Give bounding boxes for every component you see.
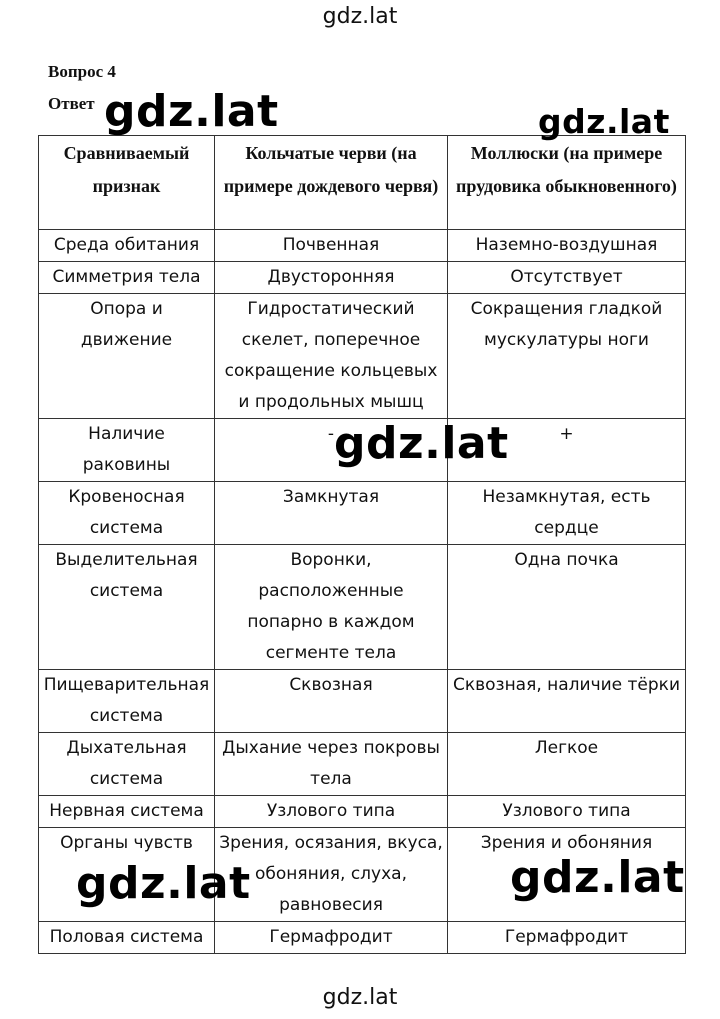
answer-label: Ответ [48, 94, 95, 113]
row-annelids: Гермафродит [215, 922, 448, 954]
row-annelids: Воронки, расположенные попарно в каждом сегменте тела [215, 545, 448, 670]
row-feature: Опора и движение [39, 294, 215, 419]
row-annelids: Гидростатический скелет, поперечное сокращение кольцевых и продольных мышц [215, 294, 448, 419]
row-mollusks: Одна почка [448, 545, 686, 670]
row-mollusks: Гермафродит [448, 922, 686, 954]
row-annelids: Узлового типа [215, 796, 448, 828]
table-row [39, 482, 686, 545]
table-row [39, 294, 686, 419]
row-feature: Пищеварительная система [39, 670, 215, 733]
comparison-table [38, 135, 686, 954]
table-row [39, 922, 686, 954]
row-feature: Наличие раковины [39, 419, 215, 482]
row-annelids: Сквозная [215, 670, 448, 733]
row-mollusks: Отсутствует [448, 262, 686, 294]
site-footer-text: gdz.lat [322, 985, 398, 1010]
row-feature: Выделительная система [39, 545, 215, 670]
row-annelids: Дыхание через покровы тела [215, 733, 448, 796]
table-row [39, 230, 686, 262]
table-row [39, 262, 686, 294]
header-mollusks: Моллюски (на примере прудовика обыкновенного) [448, 136, 686, 230]
row-mollusks: Сквозная, наличие тёрки [448, 670, 686, 733]
row-feature: Органы чувств [39, 828, 215, 922]
watermark: gdz.lat [538, 102, 670, 141]
watermark: gdz.lat [334, 418, 509, 469]
row-annelids: Двусторонняя [215, 262, 448, 294]
row-mollusks: Сокращения гладкой мускулатуры ноги [448, 294, 686, 419]
table-row [39, 545, 686, 670]
row-mollusks: Легкое [448, 733, 686, 796]
row-feature: Половая система [39, 922, 215, 954]
table-row [39, 796, 686, 828]
row-annelids: Почвенная [215, 230, 448, 262]
row-annelids: - [215, 419, 448, 482]
table-row [39, 670, 686, 733]
question-label: Вопрос 4 [48, 62, 116, 81]
table-header-row [39, 136, 686, 230]
row-mollusks: Узлового типа [448, 796, 686, 828]
row-feature: Среда обитания [39, 230, 215, 262]
watermark: gdz.lat [76, 858, 251, 909]
row-annelids: Зрения, осязания, вкуса, обоняния, слуха, равновесия [215, 828, 448, 922]
site-header-text: gdz.lat [322, 4, 398, 29]
row-mollusks: + [448, 419, 686, 482]
header-annelids: Кольчатые черви (на примере дождевого червя) [215, 136, 448, 230]
row-feature: Кровеносная система [39, 482, 215, 545]
header-feature: Сравниваемый признак [39, 136, 215, 230]
row-feature: Симметрия тела [39, 262, 215, 294]
row-annelids: Замкнутая [215, 482, 448, 545]
row-feature: Дыхательная система [39, 733, 215, 796]
row-mollusks: Незамкнутая, есть сердце [448, 482, 686, 545]
watermark: gdz.lat [510, 852, 685, 903]
row-mollusks: Наземно-воздушная [448, 230, 686, 262]
row-mollusks: Зрения и обоняния [448, 828, 686, 922]
row-feature: Нервная система [39, 796, 215, 828]
watermark: gdz.lat [104, 86, 279, 137]
table-row [39, 733, 686, 796]
